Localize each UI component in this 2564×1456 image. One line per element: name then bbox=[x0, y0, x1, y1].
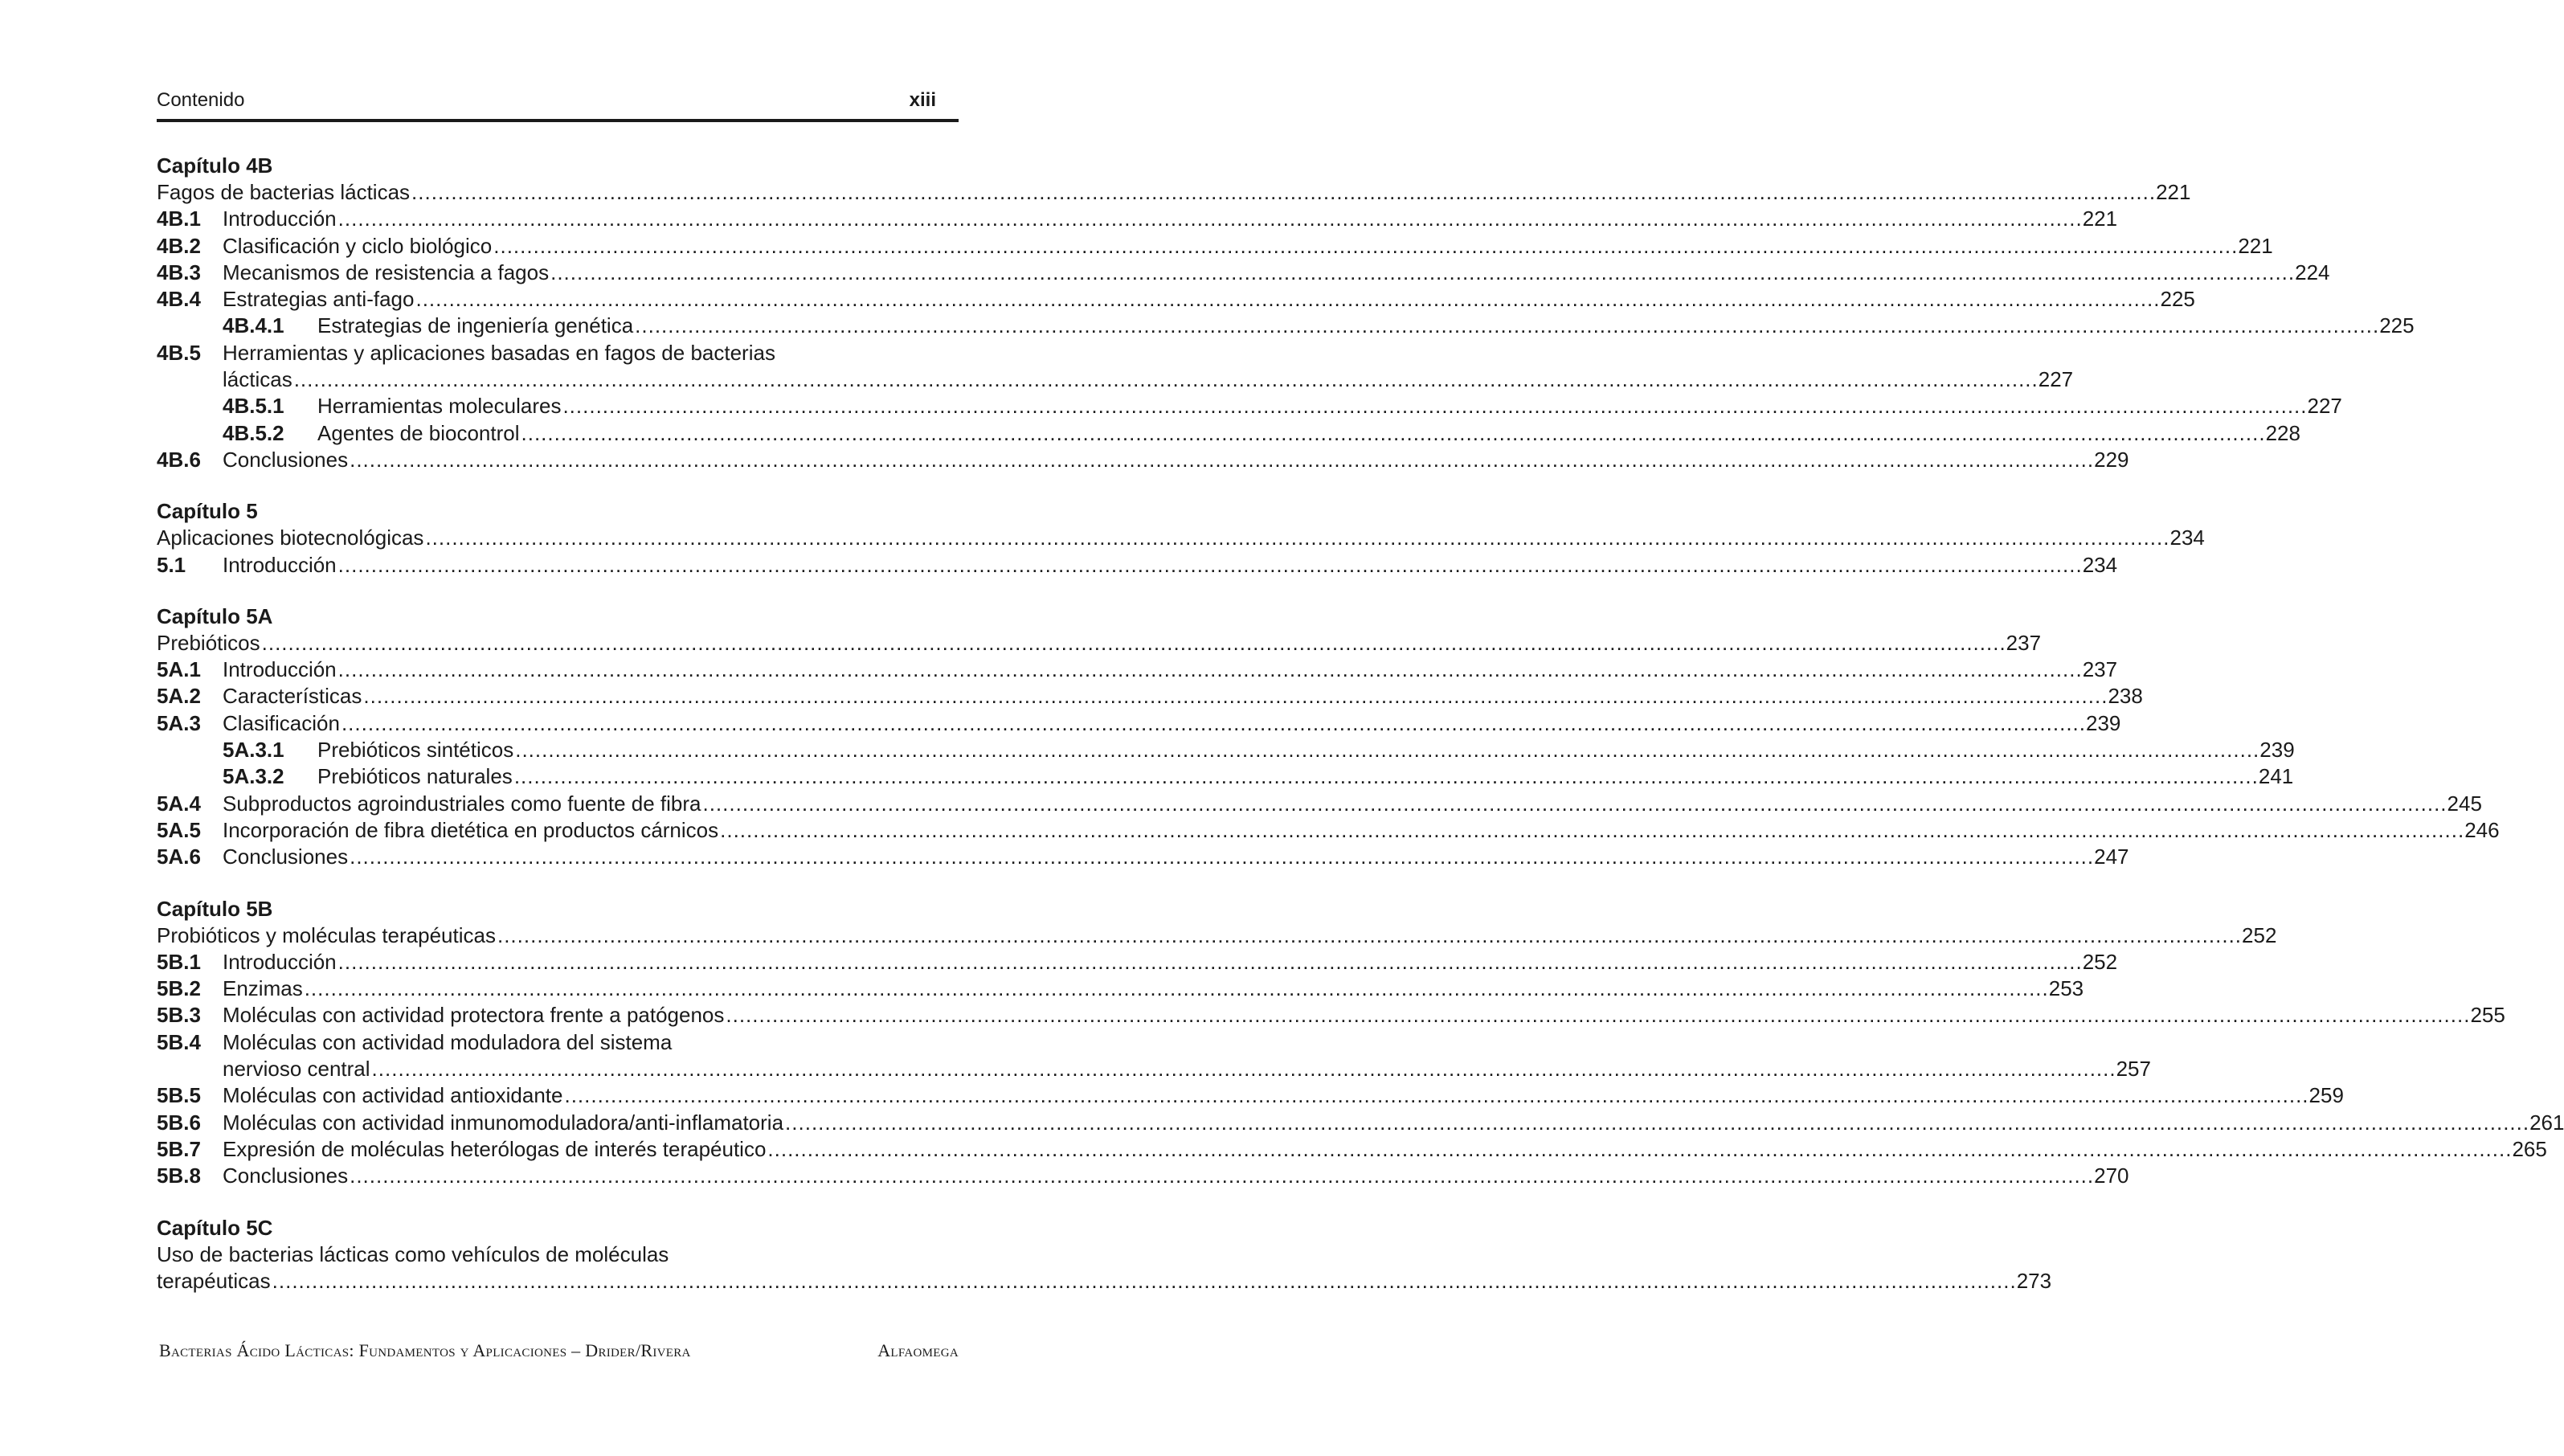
entry-title: Mecanismos de resistencia a fagos bbox=[223, 260, 550, 284]
leader-dots bbox=[633, 313, 2379, 339]
leader-dots bbox=[513, 737, 2259, 763]
leader-dots bbox=[513, 763, 2259, 790]
toc-entry bbox=[157, 844, 2129, 870]
leader-dots bbox=[292, 366, 2039, 393]
entry-title: Moléculas con actividad inmunomoduladora/anti-inflamatoria bbox=[223, 1110, 784, 1135]
leader-dots bbox=[348, 844, 2094, 870]
toc-entry bbox=[157, 975, 2084, 1002]
entry-page: 247 bbox=[2094, 845, 2129, 869]
entry-title: Aplicaciones biotecnológicas bbox=[157, 526, 424, 550]
entry-page: 252 bbox=[2082, 949, 2118, 974]
leader-dots bbox=[561, 393, 2307, 419]
leader-dots bbox=[348, 447, 2094, 473]
leader-dots bbox=[303, 975, 2049, 1002]
chapter-label: Capítulo 5C bbox=[157, 1215, 273, 1240]
entry-number: 5B.7 bbox=[157, 1136, 201, 1161]
leader-dots bbox=[414, 286, 2160, 313]
entry-title: Estrategias de ingeniería genética bbox=[317, 313, 634, 338]
entry-page: 225 bbox=[2160, 287, 2195, 312]
toc-entry bbox=[157, 949, 2118, 975]
entry-page: 221 bbox=[2156, 180, 2191, 204]
page-header bbox=[157, 89, 960, 121]
entry-number: 5B.3 bbox=[157, 1003, 201, 1028]
toc-entry bbox=[157, 710, 2121, 737]
entry-page: 227 bbox=[2038, 367, 2074, 392]
entry-page: 255 bbox=[2470, 1003, 2505, 1028]
chapter-label: Capítulo 5B bbox=[157, 896, 273, 921]
leader-dots bbox=[410, 179, 2156, 206]
toc-entry bbox=[157, 1082, 2344, 1109]
entry-title: Características bbox=[223, 684, 362, 709]
entry-page: 239 bbox=[2259, 738, 2295, 763]
footer-book-title: Bacterias Ácido Lácticas: Fundamentos y Aplicaciones – Drider/Rivera bbox=[159, 1340, 691, 1360]
entry-number: 4B.4 bbox=[157, 287, 201, 312]
leader-dots bbox=[348, 1163, 2094, 1189]
chapter-block bbox=[157, 153, 2415, 473]
entry-page: 239 bbox=[2086, 710, 2121, 735]
entry-title: Probióticos y moléculas terapéuticas bbox=[157, 922, 496, 947]
entry-number: 5B.5 bbox=[157, 1083, 201, 1108]
entry-number: 5A.2 bbox=[157, 684, 201, 709]
entry-page: 238 bbox=[2108, 684, 2143, 709]
toc-entry bbox=[157, 260, 2330, 286]
entry-title-continuation: nervioso central bbox=[223, 1057, 370, 1082]
entry-number: 4B.2 bbox=[157, 233, 201, 258]
chapter-label: Capítulo 4B bbox=[157, 153, 273, 178]
entry-number: 5B.4 bbox=[157, 1029, 201, 1054]
toc-entry bbox=[157, 1002, 2505, 1029]
leader-dots bbox=[337, 552, 2083, 579]
toc-entry bbox=[157, 552, 2118, 579]
toc-entry-continuation bbox=[157, 366, 2074, 393]
entry-page: 234 bbox=[2169, 526, 2205, 550]
toc-entry bbox=[157, 393, 2342, 419]
entry-page: 259 bbox=[2308, 1083, 2344, 1108]
entry-title: Incorporación de fibra dietética en productos cárnicos bbox=[223, 817, 719, 842]
leader-dots bbox=[549, 260, 2295, 286]
toc-entry bbox=[157, 683, 2143, 710]
leader-dots bbox=[423, 525, 2169, 551]
toc-entry bbox=[157, 313, 2415, 339]
entry-page: 246 bbox=[2464, 817, 2500, 842]
entry-page: 265 bbox=[2512, 1136, 2547, 1161]
entry-number: 4B.5 bbox=[157, 340, 201, 365]
toc-entry bbox=[157, 1029, 936, 1056]
entry-number: 5.1 bbox=[157, 552, 186, 577]
header-rule bbox=[157, 119, 959, 122]
entry-page: 273 bbox=[2016, 1268, 2052, 1293]
entry-number: 5B.6 bbox=[157, 1110, 201, 1135]
entry-number: 5B.1 bbox=[157, 949, 201, 974]
entry-page: 237 bbox=[2082, 657, 2118, 682]
entry-page: 245 bbox=[2447, 791, 2482, 816]
entry-title: Conclusiones bbox=[223, 447, 349, 472]
entry-number: 5A.3.1 bbox=[223, 738, 284, 763]
entry-title: Enzimas bbox=[223, 976, 303, 1001]
entry-title: Conclusiones bbox=[223, 845, 349, 869]
entry-page: 221 bbox=[2082, 207, 2118, 231]
entry-title: Subproductos agroindustriales como fuente de fibra bbox=[223, 791, 701, 816]
footer-publisher: Alfaomega bbox=[877, 1340, 959, 1360]
entry-number: 5A.3.2 bbox=[223, 764, 284, 789]
entry-number: 5A.5 bbox=[157, 817, 201, 842]
entry-number: 5A.6 bbox=[157, 845, 201, 869]
toc-entry bbox=[157, 817, 2500, 844]
entry-number: 5B.8 bbox=[157, 1164, 201, 1188]
entry-title: Moléculas con actividad antioxidante bbox=[223, 1083, 563, 1108]
toc-entry-continuation bbox=[157, 1056, 2151, 1082]
leader-dots bbox=[362, 683, 2108, 710]
entry-page: 221 bbox=[2238, 233, 2273, 258]
chapter-block bbox=[157, 603, 2500, 871]
entry-page: 225 bbox=[2379, 313, 2415, 338]
entry-page: 252 bbox=[2242, 922, 2277, 947]
entry-title: Clasificación bbox=[223, 710, 340, 735]
entry-page: 253 bbox=[2048, 976, 2084, 1001]
toc-entry bbox=[157, 525, 2205, 551]
entry-page: 261 bbox=[2529, 1110, 2564, 1135]
entry-number: 5B.2 bbox=[157, 976, 201, 1001]
entry-title: Prebióticos sintéticos bbox=[317, 738, 514, 763]
leader-dots bbox=[340, 710, 2086, 737]
leader-dots bbox=[562, 1082, 2308, 1109]
entry-number: 4B.4.1 bbox=[223, 313, 284, 338]
entry-title: Introducción bbox=[223, 552, 337, 577]
toc-entry bbox=[157, 447, 2129, 473]
entry-number: 5A.3 bbox=[157, 710, 201, 735]
leader-dots bbox=[718, 817, 2464, 844]
leader-dots bbox=[492, 233, 2238, 260]
toc-entry bbox=[157, 1241, 936, 1268]
leader-dots bbox=[271, 1268, 2017, 1294]
entry-page: 257 bbox=[2116, 1057, 2151, 1082]
page-number: xiii bbox=[909, 89, 936, 111]
toc-entry bbox=[157, 791, 2482, 817]
toc-entry bbox=[157, 1136, 2547, 1163]
leader-dots bbox=[496, 922, 2242, 949]
chapter-block bbox=[157, 1215, 2052, 1295]
table-of-contents bbox=[157, 153, 2564, 1319]
entry-title: Agentes de biocontrol bbox=[317, 420, 520, 445]
entry-title: Estrategias anti-fago bbox=[223, 287, 415, 312]
toc-entry bbox=[157, 179, 2191, 206]
entry-title: Conclusiones bbox=[223, 1164, 349, 1188]
entry-title: Prebióticos naturales bbox=[317, 764, 513, 789]
leader-dots bbox=[370, 1056, 2116, 1082]
entry-title: Moléculas con actividad moduladora del sistema bbox=[223, 1029, 673, 1054]
toc-entry bbox=[157, 340, 936, 366]
leader-dots bbox=[701, 791, 2447, 817]
entry-title-continuation: lácticas bbox=[223, 367, 292, 392]
leader-dots bbox=[766, 1136, 2512, 1163]
toc-entry bbox=[157, 922, 2277, 949]
entry-page: 241 bbox=[2258, 764, 2294, 789]
entry-title: Moléculas con actividad protectora frente a patógenos bbox=[223, 1003, 725, 1028]
entry-number: 4B.1 bbox=[157, 207, 201, 231]
entry-number: 4B.5.2 bbox=[223, 420, 284, 445]
toc-entry bbox=[157, 286, 2195, 313]
leader-dots bbox=[520, 420, 2266, 447]
entry-title: Prebióticos bbox=[157, 630, 260, 655]
entry-title: Introducción bbox=[223, 949, 337, 974]
entry-page: 228 bbox=[2265, 420, 2300, 445]
toc-entry bbox=[157, 763, 2294, 790]
leader-dots bbox=[260, 630, 2006, 656]
toc-entry bbox=[157, 233, 2273, 260]
toc-entry bbox=[157, 630, 2042, 656]
entry-page: 270 bbox=[2094, 1164, 2129, 1188]
toc-entry-continuation bbox=[157, 1268, 2052, 1294]
entry-number: 4B.5.1 bbox=[223, 394, 284, 419]
toc-entry bbox=[157, 420, 2300, 447]
entry-title: Expresión de moléculas heterólogas de interés terapéutico bbox=[223, 1136, 767, 1161]
toc-entry bbox=[157, 1110, 2564, 1136]
header-title: Contenido bbox=[157, 89, 245, 111]
entry-title: Introducción bbox=[223, 207, 337, 231]
entry-title: Introducción bbox=[223, 657, 337, 682]
entry-page: 229 bbox=[2094, 447, 2129, 472]
entry-title: Herramientas y aplicaciones basadas en fagos de bacterias bbox=[223, 340, 775, 365]
leader-dots bbox=[337, 206, 2083, 232]
leader-dots bbox=[337, 949, 2083, 975]
entry-page: 234 bbox=[2082, 552, 2118, 577]
entry-title: Clasificación y ciclo biológico bbox=[223, 233, 493, 258]
entry-page: 224 bbox=[2295, 260, 2330, 284]
toc-entry bbox=[157, 206, 2118, 232]
toc-entry bbox=[157, 737, 2295, 763]
entry-title: Herramientas moleculares bbox=[317, 394, 562, 419]
entry-number: 4B.6 bbox=[157, 447, 201, 472]
entry-number: 5A.4 bbox=[157, 791, 201, 816]
entry-page: 237 bbox=[2006, 630, 2042, 655]
entry-title: Uso de bacterias lácticas como vehículos de moléculas bbox=[157, 1241, 669, 1266]
toc-entry bbox=[157, 656, 2118, 683]
entry-page: 227 bbox=[2307, 394, 2342, 419]
leader-dots bbox=[337, 656, 2083, 683]
toc-entry bbox=[157, 1163, 2129, 1189]
entry-number: 5A.1 bbox=[157, 657, 201, 682]
chapter-label: Capítulo 5A bbox=[157, 603, 273, 628]
entry-number: 4B.3 bbox=[157, 260, 201, 284]
chapter-label: Capítulo 5 bbox=[157, 499, 258, 524]
chapter-block bbox=[157, 498, 2205, 579]
entry-title: Fagos de bacterias lácticas bbox=[157, 180, 411, 204]
leader-dots bbox=[783, 1110, 2529, 1136]
entry-title-continuation: terapéuticas bbox=[157, 1268, 271, 1293]
chapter-block bbox=[157, 896, 2564, 1190]
leader-dots bbox=[724, 1002, 2470, 1029]
